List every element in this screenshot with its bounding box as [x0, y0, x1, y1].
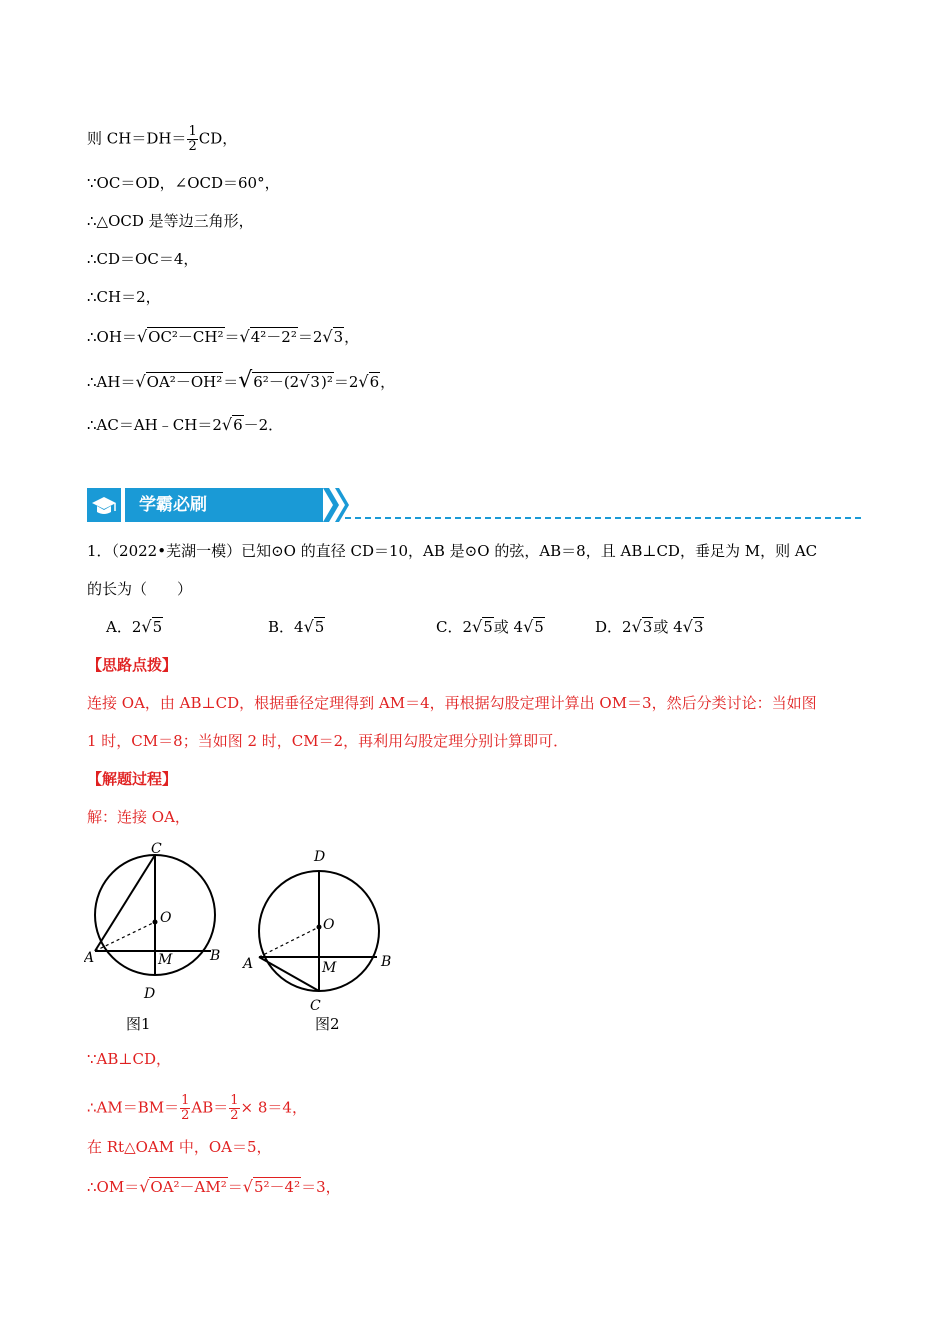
choice-b[interactable]: B．4√5: [268, 617, 325, 636]
solution-heading: 【解题过程】: [87, 770, 178, 788]
svg-text:B: B: [210, 948, 221, 964]
eq-ah: ∴AH＝√OA²－OH²＝√6²－(2√3)²＝2√6，: [87, 368, 396, 393]
eq-ch: ∴CH＝2，: [87, 288, 161, 306]
svg-text:C: C: [310, 998, 321, 1014]
svg-text:A: A: [243, 956, 254, 972]
question-text-cont: 的长为（ ）: [87, 580, 193, 598]
svg-text:M: M: [322, 960, 337, 976]
eq-cd-oc: ∴CD＝OC＝4，: [87, 250, 199, 268]
svg-text:A: A: [84, 950, 95, 966]
svg-text:O: O: [323, 917, 335, 933]
solution-step-1: 解：连接 OA，: [87, 808, 190, 826]
eq-equilateral: ∴△OCD 是等边三角形，: [87, 212, 254, 230]
choice-c[interactable]: C．2√5或 4√5: [436, 617, 544, 636]
figure-1-caption: 图1: [126, 1015, 151, 1033]
graduation-cap-icon: [87, 488, 121, 522]
eq-oh: ∴OH＝√OC²－CH²＝√4²－2²＝2√3，: [87, 327, 360, 346]
banner-dashed-line: [345, 517, 861, 519]
svg-text:C: C: [151, 841, 162, 857]
solution-step-5: ∴OM＝√OA²－AM²＝√5²－4²＝3，: [87, 1177, 341, 1196]
figure-2-caption: 图2: [315, 1015, 340, 1033]
solution-step-3: ∴AM＝BM＝ $\frac{1}{2}$ AB＝ $\frac{1}{2}$ × 8＝4，: [87, 1093, 307, 1123]
figure-2: [241, 849, 391, 1033]
svg-text:B: B: [381, 954, 392, 970]
choice-a[interactable]: A．2√5: [106, 617, 163, 636]
choice-d[interactable]: D．2√3或 4√3: [595, 617, 704, 636]
geometry-figures: [84, 840, 404, 1044]
solution-step-4: 在 Rt△OAM 中，OA＝5，: [87, 1138, 272, 1156]
svg-text:M: M: [158, 952, 173, 968]
section-banner: [87, 488, 861, 522]
hint-text: 连接 OA，由 AB⊥CD，根据垂径定理得到 AM＝4，再根据勾股定理计算出 OM＝3，然后分类讨论：当如图: [87, 694, 817, 712]
svg-text:D: D: [144, 986, 156, 1002]
hint-text-cont: 1 时，CM＝8；当如图 2 时，CM＝2，再利用勾股定理分别计算即可．: [87, 732, 569, 750]
svg-text:D: D: [314, 849, 326, 865]
solution-step-2: ∵AB⊥CD，: [87, 1050, 172, 1068]
fraction-half: $\frac{1}{2}$: [188, 124, 197, 154]
eq-oc-od: ∵OC＝OD，∠OCD＝60°，: [87, 174, 280, 192]
eq-ac: ∴AC＝AH﹣CH＝2√6－2．: [87, 415, 284, 434]
hint-heading: 【思路点拨】: [87, 656, 178, 674]
figure-1: [84, 841, 220, 1033]
eq-ch-dh: 则 CH＝DH＝ $\frac{1}{2}$ CD，: [87, 124, 238, 154]
question-text: 1．（2022•芜湖一模）已知⊙O 的直径 CD＝10，AB 是⊙O 的弦，AB＝8，且 AB⊥CD，垂足为 M，则 AC: [87, 542, 818, 560]
svg-text:O: O: [160, 910, 172, 926]
banner-title: 学霸必刷: [125, 488, 323, 522]
circle-diagrams: [84, 840, 404, 1040]
